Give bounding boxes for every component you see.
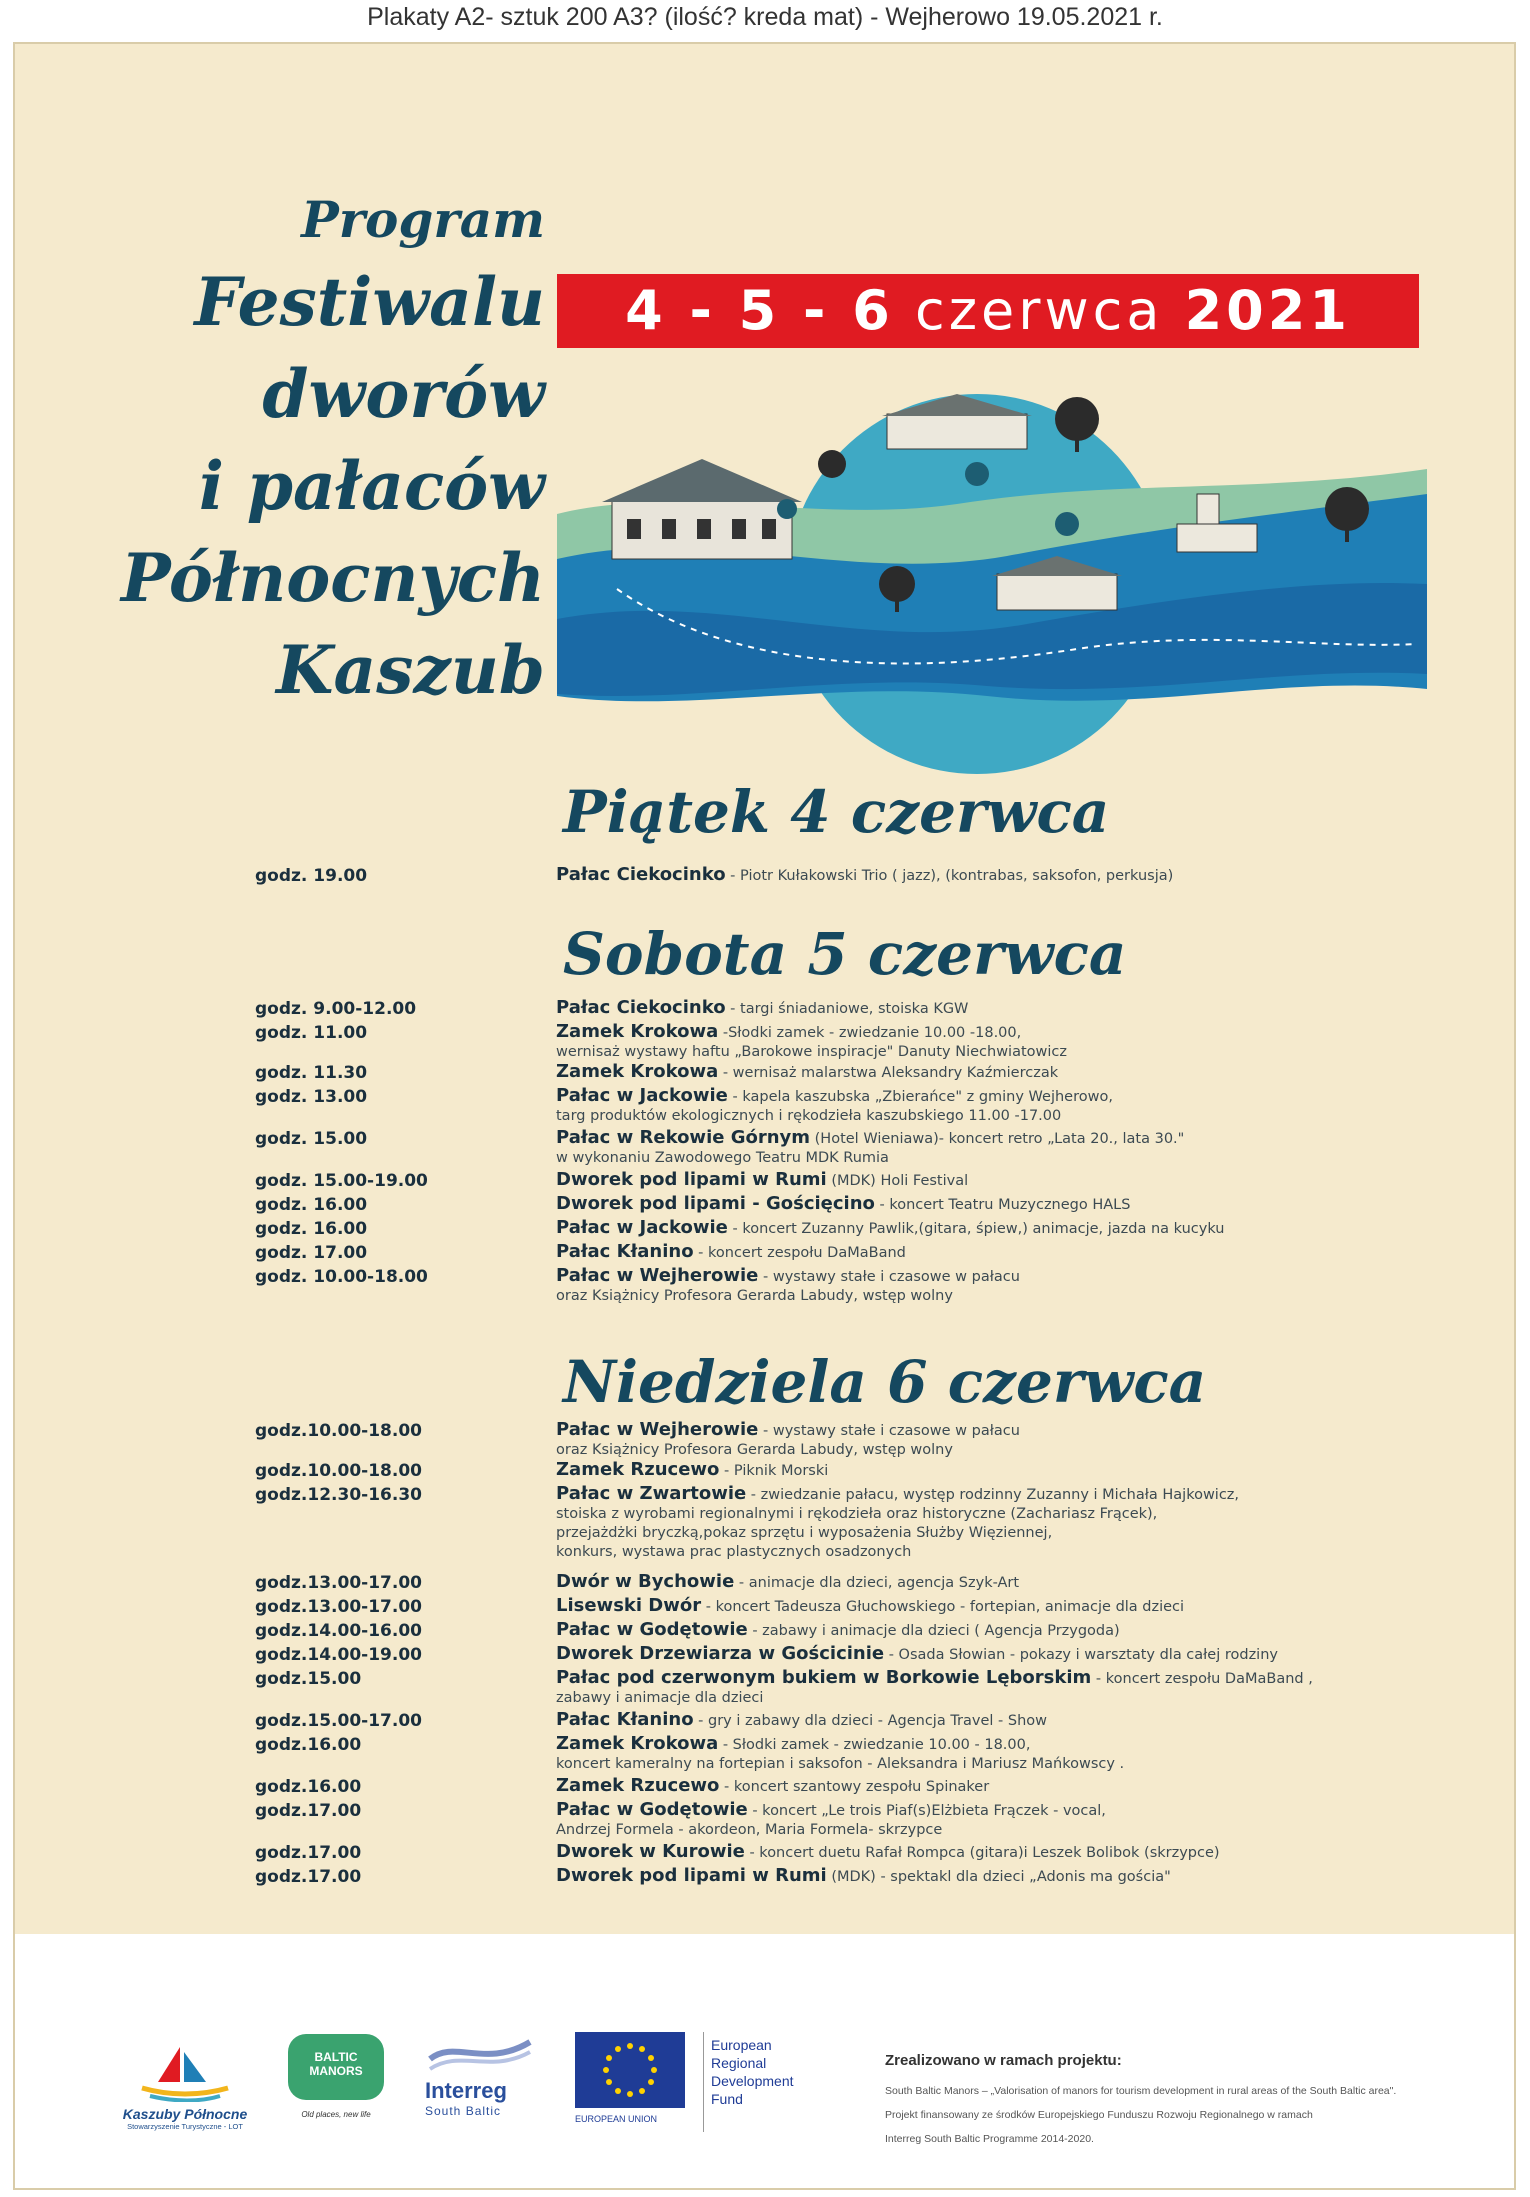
event-venue: Dworek pod lipami - Gościęcino <box>556 1193 875 1214</box>
kaszuby-logo-subtitle: Stowarzyszenie Turystyczne - LOT <box>127 2122 243 2131</box>
event-description: - Słodki zamek - zwiedzanie 10.00 - 18.00, koncert kameralny na fortepian i saksofon - Aleksandra i Mariusz Mańkowscy . <box>556 1737 1125 1772</box>
manor-building-left <box>602 459 802 559</box>
project-heading: Zrealizowano w ramach projektu: <box>885 2052 1122 2069</box>
event-details <box>556 1668 1486 1708</box>
eu-fund-line-1: European <box>711 2037 772 2053</box>
eu-divider <box>703 2032 704 2132</box>
event-time: godz.17.00 <box>255 1801 362 1821</box>
event-description: - koncert Zuzanny Pawlik,(gitara, śpiew,) animacje, jazda na kucyku <box>727 1221 1225 1237</box>
baltic-manors-name-2: MANORS <box>309 2064 363 2078</box>
event-venue: Pałac w Godętowie <box>556 1619 748 1640</box>
event-description: - zabawy i animacje dla dzieci ( Agencja Przygoda) <box>747 1623 1120 1639</box>
kaszuby-logo-name: Kaszuby Północne <box>122 2106 248 2122</box>
event-venue: Dworek w Kurowie <box>556 1841 745 1862</box>
event-venue: Zamek Rzucewo <box>556 1459 720 1480</box>
event-time: godz.17.00 <box>255 1867 362 1887</box>
baltic-manors-logo <box>280 2034 400 2144</box>
event-time: godz.14.00-19.00 <box>255 1645 422 1665</box>
eu-fund-line-2: Regional <box>711 2055 767 2071</box>
event-description: - wystawy stałe i czasowe w pałacu oraz Książnicy Profesora Gerarda Labudy, wstęp wolny <box>556 1269 1020 1304</box>
event-description: - Piotr Kułakowski Trio ( jazz), (kontrabas, saksofon, perkusja) <box>725 868 1174 884</box>
title-line-kaszub: Kaszub <box>276 631 545 709</box>
event-description: - wernisaż malarstwa Aleksandry Kaźmierczak <box>718 1065 1059 1081</box>
project-info <box>885 2052 1485 2155</box>
event-details <box>556 1062 1486 1083</box>
title-line-program: Program <box>301 190 545 249</box>
project-line-3: Interreg South Baltic Programme 2014-2020. <box>885 2133 1094 2145</box>
event-venue: Dworek Drzewiarza w Gościcinie <box>556 1643 885 1664</box>
event-venue: Zamek Krokowa <box>556 1733 719 1754</box>
title-line-palacow: i pałaców <box>198 447 545 525</box>
event-description: - animacje dla dzieci, agencja Szyk-Art <box>734 1575 1020 1591</box>
eu-fund-line-3: Development <box>711 2073 794 2089</box>
event-venue: Dworek pod lipami w Rumi <box>556 1865 827 1886</box>
event-description: (MDK) - spektakl dla dzieci „Adonis ma gościa" <box>826 1869 1171 1885</box>
event-details <box>556 1170 1486 1191</box>
event-time: godz. 10.00-18.00 <box>255 1267 428 1287</box>
event-details <box>556 1800 1486 1840</box>
event-description: - koncert szantowy zespołu Spinaker <box>719 1779 990 1795</box>
event-venue: Dwór w Bychowie <box>556 1571 735 1592</box>
event-time: godz.16.00 <box>255 1777 362 1797</box>
title-line-polnocnych: Północnych <box>121 539 545 617</box>
event-details <box>556 1022 1486 1062</box>
event-time: godz.13.00-17.00 <box>255 1597 422 1617</box>
event-time: godz.12.30-16.30 <box>255 1485 422 1505</box>
event-description: - zwiedzanie pałacu, występ rodzinny Zuzanny i Michała Hajkowicz, stoiska z wyrobami regionalnymi i rękodzieła oraz historyczne (Zachariasz Frącek), przejażdżki bryczką,pokaz sprzętu i wyposażenia Służby Więziennej, konkurs, wystawa prac plastycznych osadzonych <box>556 1487 1240 1560</box>
interreg-name: Interreg <box>425 2078 507 2103</box>
event-description: - koncert Tadeusza Głuchowskiego - fortepian, animacje dla dzieci <box>701 1599 1185 1615</box>
poster-title <box>85 184 545 716</box>
event-time: godz.17.00 <box>255 1843 362 1863</box>
event-description: -Słodki zamek - zwiedzanie 10.00 -18.00, wernisaż wystawy haftu „Barokowe inspiracje" Danuty Niechwiatowicz <box>556 1025 1067 1060</box>
event-details <box>556 1242 1486 1263</box>
event-time: godz.10.00-18.00 <box>255 1421 422 1441</box>
event-details <box>556 1128 1486 1168</box>
event-time: godz. 13.00 <box>255 1087 368 1107</box>
event-details <box>556 1644 1486 1665</box>
baltic-manors-tagline: Old places, new life <box>301 2110 371 2119</box>
event-description: - kapela kaszubska „Zbierańce" z gminy Wejherowo, targ produktów ekologicznych i rękodzieła kaszubskiego 11.00 -17.00 <box>556 1089 1113 1124</box>
event-details <box>556 1710 1486 1731</box>
event-time: godz. 19.00 <box>255 866 368 886</box>
event-time: godz. 17.00 <box>255 1243 368 1263</box>
event-time: godz.15.00-17.00 <box>255 1711 422 1731</box>
festival-poster <box>13 42 1516 2190</box>
event-venue: Zamek Rzucewo <box>556 1775 720 1796</box>
interreg-wave-icon <box>425 2034 535 2074</box>
event-venue: Pałac w Jackowie <box>556 1217 728 1238</box>
event-details <box>556 1866 1486 1887</box>
event-venue: Zamek Krokowa <box>556 1061 719 1082</box>
event-venue: Pałac Ciekocinko <box>556 864 726 885</box>
event-details <box>556 1266 1486 1306</box>
event-description: - targi śniadaniowe, stoiska KGW <box>725 1001 969 1017</box>
event-time: godz.10.00-18.00 <box>255 1461 422 1481</box>
event-details <box>556 1842 1486 1863</box>
event-time: godz. 9.00-12.00 <box>255 999 417 1019</box>
event-details <box>556 1460 1486 1481</box>
event-details <box>556 1194 1486 1215</box>
event-description: - gry i zabawy dla dzieci - Agencja Travel - Show <box>693 1713 1047 1729</box>
event-venue: Dworek pod lipami w Rumi <box>556 1169 827 1190</box>
event-time: godz. 15.00-19.00 <box>255 1171 428 1191</box>
event-venue: Pałac Ciekocinko <box>556 997 726 1018</box>
event-description: - koncert zespołu DaMaBand <box>693 1245 906 1261</box>
event-details <box>556 1620 1486 1641</box>
event-venue: Pałac w Zwartowie <box>556 1483 747 1504</box>
sponsors-footer <box>15 1934 1516 2190</box>
event-time: godz.15.00 <box>255 1669 362 1689</box>
title-line-festiwalu: Festiwalu <box>194 263 545 341</box>
eu-fund-line-4: Fund <box>711 2091 743 2107</box>
event-details <box>556 1734 1486 1774</box>
date-days: 4 - 5 - 6 <box>625 279 894 342</box>
event-details <box>556 1572 1486 1593</box>
day-heading: Piątek 4 czerwca <box>563 778 1110 846</box>
eu-logo <box>575 2032 835 2142</box>
event-details <box>556 1484 1486 1562</box>
event-time: godz. 11.00 <box>255 1023 368 1043</box>
project-line-1: South Baltic Manors – „Valorisation of manors for tourism development in rural areas of the South Baltic area". <box>885 2085 1397 2097</box>
event-venue: Pałac Kłanino <box>556 1709 694 1730</box>
event-time: godz. 16.00 <box>255 1195 368 1215</box>
date-year: 2021 <box>1184 279 1351 342</box>
event-time: godz. 15.00 <box>255 1129 368 1149</box>
event-details <box>556 998 1486 1019</box>
event-venue: Pałac pod czerwonym bukiem w Borkowie Lęborskim <box>556 1667 1092 1688</box>
event-venue: Zamek Krokowa <box>556 1021 719 1042</box>
project-line-2: Projekt finansowany ze środków Europejskiego Funduszu Rozwoju Regionalnego w ramach <box>885 2109 1313 2121</box>
event-venue: Pałac w Wejherowie <box>556 1419 759 1440</box>
event-time: godz. 16.00 <box>255 1219 368 1239</box>
event-venue: Pałac w Rekowie Górnym <box>556 1127 811 1148</box>
event-time: godz. 11.30 <box>255 1063 368 1083</box>
event-details <box>556 1420 1486 1460</box>
day-heading: Niedziela 6 czerwca <box>563 1348 1207 1416</box>
event-description: (MDK) Holi Festival <box>826 1173 969 1189</box>
event-venue: Lisewski Dwór <box>556 1595 702 1616</box>
date-month: czerwca <box>915 279 1164 342</box>
date-banner <box>557 274 1419 348</box>
event-details <box>556 1086 1486 1126</box>
event-time: godz.14.00-16.00 <box>255 1621 422 1641</box>
day-heading: Sobota 5 czerwca <box>563 920 1127 988</box>
title-line-dworow: dworów <box>262 355 545 433</box>
kaszuby-polnocne-logo <box>120 2042 250 2142</box>
event-description: - Osada Słowian - pokazy i warsztaty dla całej rodziny <box>884 1647 1278 1663</box>
event-description: - koncert duetu Rafał Rompca (gitara)i Leszek Bolibok (skrzypce) <box>744 1845 1220 1861</box>
event-time: godz.13.00-17.00 <box>255 1573 422 1593</box>
interreg-logo <box>425 2034 555 2144</box>
event-details <box>556 1218 1486 1239</box>
baltic-manors-name-1: BALTIC <box>314 2050 358 2064</box>
event-description: - wystawy stałe i czasowe w pałacu oraz Książnicy Profesora Gerarda Labudy, wstęp wolny <box>556 1423 1020 1458</box>
event-description: (Hotel Wieniawa)- koncert retro „Lata 20., lata 30." w wykonaniu Zawodowego Teatru MDK Rumia <box>556 1131 1185 1166</box>
event-description: - Piknik Morski <box>719 1463 829 1479</box>
event-venue: Pałac w Jackowie <box>556 1085 728 1106</box>
event-description: - koncert zespołu DaMaBand , zabawy i animacje dla dzieci <box>556 1671 1313 1706</box>
interreg-subtitle: South Baltic <box>425 2104 502 2118</box>
eu-flag-icon <box>575 2032 685 2108</box>
event-venue: Pałac w Wejherowie <box>556 1265 759 1286</box>
event-venue: Pałac w Godętowie <box>556 1799 748 1820</box>
eu-caption: EUROPEAN UNION <box>575 2114 658 2124</box>
event-description: - koncert Teatru Muzycznego HALS <box>874 1197 1131 1213</box>
sailboat-icon <box>120 2042 250 2102</box>
event-description: - koncert „Le trois Piaf(s)Elżbieta Frączek - vocal, Andrzej Formela - akordeon, Maria Formela- skrzypce <box>556 1803 1106 1838</box>
event-details <box>556 1596 1486 1617</box>
event-details <box>556 865 1486 886</box>
event-time: godz.16.00 <box>255 1735 362 1755</box>
event-venue: Pałac Kłanino <box>556 1241 694 1262</box>
print-note: Plakaty A2- sztuk 200 A3? (ilość? kreda mat) - Wejherowo 19.05.2021 r. <box>367 3 1163 31</box>
event-details <box>556 1776 1486 1797</box>
manors-illustration <box>557 374 1427 774</box>
